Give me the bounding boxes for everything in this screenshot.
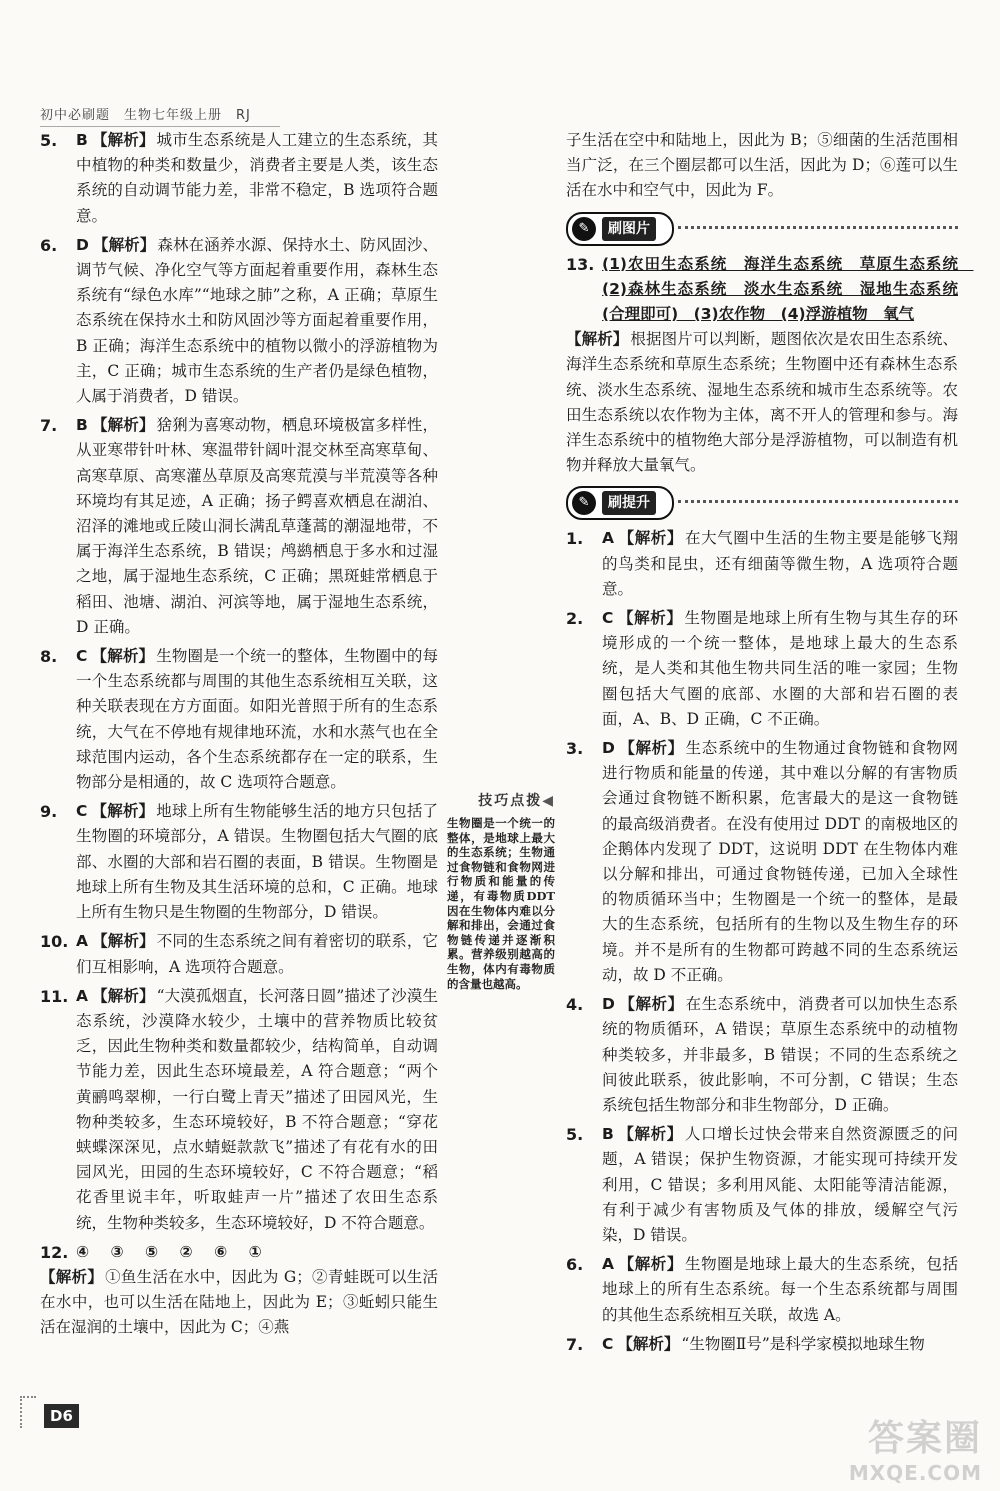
tip-body: 生物圈是一个统一的整体，是地球上最大的生态系统；生物通过食物链和食物网进行物质和能量的传递，有毒物质DDT因在生物体内难以分解和排出，会通过食物链传递并逐渐积累。营养级别越高的生物，体内有毒物质的含量也越高。 (447, 816, 555, 991)
answer-item-8 (40, 644, 438, 795)
answer-item-r7 (566, 1332, 958, 1357)
analysis-tag: 【解析】 (617, 1334, 680, 1353)
answer-item-10 (40, 929, 438, 979)
watermark-line-1: 答案圈 (867, 1418, 982, 1459)
item-number: 10. (40, 932, 69, 952)
analysis-tag: 【解析】 (618, 529, 683, 548)
section-banner-pictures (566, 212, 958, 244)
analysis-tag: 【解析】 (617, 1125, 683, 1144)
analysis-text: 生物圈是地球上最大的生态系统，包括地球上的所有生态系统。每一个生态系统都与周围的其他生态系统相互关联，故选 A。 (602, 1255, 958, 1324)
analysis-tag: 【解析】 (566, 330, 629, 349)
analysis-text: 城市生态系统是人工建立的生态系统，其中植物的种类和数量少，消费者主要是人类，该生态系统的自动调节能力差，非常不稳定，B 选项符合题意。 (76, 131, 438, 225)
item-answer-sequence: ④ ③ ⑤ ② ⑥ ① (76, 1242, 270, 1261)
item-number: 5. (566, 1125, 584, 1145)
item-number: 2. (566, 609, 584, 629)
item-number: 1. (566, 529, 584, 549)
analysis-text: 森林在涵养水源、保持水土、防风固沙、调节气候、净化空气等方面起着重要作用，森林生态系统有“绿色水库”“地球之肺”之称，A 正确；草原生态系统在保持水土和防风固沙等方面起着重要作用，B 正确；海洋生态系统中的植物以微小的浮游植物为主，C 正确；城市生态系统的生产者仍是绿色植物，人属于消费者，D 错误。 (76, 235, 438, 406)
brush-icon: ✎ (572, 491, 596, 515)
banner-badge (566, 212, 674, 246)
banner-badge (566, 486, 674, 520)
analysis-text: 不同的生态系统之间有着密切的联系，它们互相影响，A 选项符合题意。 (76, 932, 438, 976)
analysis-text: 人口增长过快会带来自然资源匮乏的问题，A 错误；保护生物资源，才能实现可持续开发利用，C 错误；多利用风能、太阳能等清洁能源，有利于减少有害物质及气体的排放，缓解空气污染，D 错误。 (602, 1125, 958, 1244)
tip-title-text: 技巧点拨 (478, 793, 543, 809)
analysis-text: 地球上所有生物能够生活的地方只包括了生物圈的环境部分，A 错误。生物圈包括大气圈的底部、水圈的大部和岩石圈的表面，B 错误。生物圈是地球上所有生物及其生活环境的总和，C 正确。地球上所有生物只是生物圈的生物部分，D 错误。 (76, 802, 438, 922)
analysis-tag: 【解析】 (617, 609, 683, 628)
tip-title (447, 790, 555, 810)
arrow-left-icon: ◀ (542, 793, 555, 809)
answer-item-12 (40, 1240, 438, 1341)
analysis-tag: 【解析】 (91, 416, 155, 435)
analysis-tag: 【解析】 (91, 802, 155, 821)
watermark-logo (782, 1410, 982, 1486)
analysis-tag: 【解析】 (618, 739, 684, 758)
item-number: 7. (40, 416, 58, 436)
answer-item-7 (40, 413, 438, 640)
item-answer: (1)农田生态系统 海洋生态系统 草原生态系统 (2)森林生态系统 淡水生态系统 湿地生态系统(合理即可) (3)农作物 (4)浮游植物 氧气 (602, 254, 974, 324)
analysis-tag: 【解析】 (91, 131, 155, 149)
answer-item-11 (40, 984, 438, 1236)
item-answer: C (602, 1334, 614, 1353)
item-answer: D (76, 235, 89, 254)
item-answer: A (602, 529, 614, 548)
answer-item-r1 (566, 526, 958, 602)
answer-item-r3 (566, 736, 958, 988)
answer-item-r4 (566, 992, 958, 1118)
watermark-line-2: MXQE.COM (848, 1461, 982, 1485)
answer-item-6 (40, 233, 438, 409)
item-answer: D (602, 739, 615, 758)
answer-item-5 (40, 128, 438, 229)
item-answer: A (602, 1255, 614, 1274)
item-number: 9. (40, 802, 58, 822)
continuation-text: 子生活在空中和陆地上，因此为 B；⑤细菌的生活范围相当广泛，在三个圈层都可以生活，因此为 D；⑥莲可以生活在水中和空气中，因此为 F。 (566, 131, 958, 200)
answer-item-r6 (566, 1252, 958, 1328)
page-footer (20, 1402, 90, 1432)
left-column (40, 128, 438, 1345)
right-column (566, 128, 974, 1361)
item-answer: A (76, 932, 88, 951)
answer-item-9 (40, 799, 438, 925)
answer-item-13 (566, 252, 974, 479)
item-number: 13. (566, 254, 595, 274)
banner-dotted-line (678, 226, 958, 229)
item-answer: C (76, 802, 88, 821)
analysis-text: 在生态系统中，消费者可以加快生态系统的物质循环，A 错误；草原生态系统中的动植物种类较多，并非最多，B 错误；不同的生态系统之间彼此联系，彼此影响，不可分割，C 错误；生态系统包括生物部分和非生物部分，D 正确。 (602, 995, 958, 1114)
analysis-text: “生物圈Ⅱ号”是科学家模拟地球生物 (681, 1334, 925, 1353)
item-answer: B (602, 1125, 614, 1144)
item-answer: A (76, 986, 88, 1005)
analysis-tag: 【解析】 (92, 932, 155, 951)
corner-bracket-decoration (20, 1396, 36, 1428)
item-number: 11. (40, 986, 69, 1006)
item-number: 12. (40, 1242, 69, 1262)
analysis-text: 生态系统中的生物通过食物链和食物网进行物质和能量的传递，其中难以分解的有害物质会通过食物链不断积累，危害最大的是这一食物链的最高级消费者。在没有使用过 DDT 的南极地区的企鹅体内发现了 DDT，这说明 DDT 在生物体内难以分解和排出，可通过食物链传递，已加入全球性的物质循环当中；生物圈是一个统一的整体，是最大的生态系统，包括所有的生物以及生物生存的环境。并不是所有的生物都可跨越不同的生态系统运动，故 D 不正确。 (602, 739, 958, 984)
item-answer: D (602, 995, 615, 1014)
analysis-text: 生物圈是地球上所有生物与其生存的环境形成的一个统一整体，是地球上最大的生态系统，是人类和其他生物共同生活的唯一家园；生物圈包括大气圈的底部、水圈的大部和岩石圈的表面，A、B、D 正确，C 不正确。 (602, 609, 958, 728)
item-number: 7. (566, 1334, 584, 1354)
analysis-text: 根据图片可以判断，题图依次是农田生态系统、海洋生态系统和草原生态系统；生物圈中还有森林生态系统、淡水生态系统、湿地生态系统和城市生态系统等。农田生态系统以农作物为主体，离不开人的管理和参与。海洋生态系统中的植物绝大部分是浮游植物，可以制造有机物并释放大量氧气。 (566, 330, 958, 475)
item-answer: C (602, 609, 614, 628)
tip-box (447, 790, 555, 991)
analysis-tag: 【解析】 (40, 1267, 104, 1286)
analysis-tag: 【解析】 (618, 1255, 683, 1274)
analysis-tag: 【解析】 (92, 235, 156, 254)
item-answer: B (76, 131, 88, 149)
section-banner-improve (566, 486, 958, 518)
banner-dotted-line (678, 500, 958, 503)
analysis-text: 在大气圈中生活的生物主要是能够飞翔的鸟类和昆虫，还有细菌等微生物，A 选项符合题意。 (602, 529, 958, 598)
analysis-text: 生物圈是一个统一的整体，生物圈中的每一个生态系统都与周围的其他生态系统相互关联，这种关联表现在方方面面。如阳光普照于所有的生态系统，大气在不停地有规律地环流，水和水蒸气也在全球范围内运动，各个生态系统都存在一定的联系，生物部分是相通的，故 C 选项符合题意。 (76, 647, 438, 792)
item-number: 6. (566, 1255, 584, 1275)
item-number: 6. (40, 235, 58, 255)
item-number: 3. (566, 739, 584, 759)
item-answer: C (76, 647, 88, 666)
header-rule (40, 126, 280, 127)
brush-icon: ✎ (572, 217, 596, 241)
item-number: 5. (40, 131, 58, 150)
item-number: 8. (40, 647, 58, 667)
banner-label: 刷提升 (602, 491, 656, 515)
page-number: D6 (44, 1404, 79, 1428)
answer-item-r5 (566, 1122, 958, 1248)
running-header (40, 104, 251, 123)
analysis-tag: 【解析】 (618, 995, 684, 1014)
answer-item-r2 (566, 606, 958, 732)
item-number: 4. (566, 995, 584, 1015)
banner-label: 刷图片 (602, 217, 656, 241)
item-answer: B (76, 416, 88, 435)
analysis-tag: 【解析】 (91, 647, 155, 666)
analysis-tag: 【解析】 (92, 986, 155, 1005)
analysis-text: “大漠孤烟直，长河落日圆”描述了沙漠生态系统，沙漠降水较少，土壤中的营养物质比较贫乏，因此生物种类和数量都较少，结构简单，自动调节能力差，因此生态环境最差，A 符合题意；“两个黄鹂鸣翠柳，一行白鹭上青天”描述了田园风光，生物种类较多，生态环境较好，B 不符合题意；“穿花蛱蝶深深见，点水蜻蜓款款飞”描述了有花有水的田园风光，田园的生态环境较好，C 不符合题意；“稻花香里说丰年，听取蛙声一片”描述了农田生态系统，生物种类较多，生态环境较好，D 不符合题意。 (76, 986, 438, 1232)
analysis-text: ①鱼生活在水中，因此为 G；②青蛙既可以生活在水中，也可以生活在陆地上，因此为 E；③蚯蚓只能生活在湿润的土壤中，因此为 C；④燕 (40, 1267, 438, 1337)
analysis-text: 猞猁为喜寒动物，栖息环境极富多样性，从亚寒带针叶林、寒温带针阔叶混交林至高寒草甸、高寒草原、高寒灌丛草原及高寒荒漠与半荒漠等各种环境均有其足迹，A 正确；扬子鳄喜欢栖息在湖泊、沼泽的滩地或丘陵山洞长满乱草蓬蒿的潮湿地带，不属于海洋生态系统，B 错误；鸬鹚栖息于多水和过湿之地，属于湿地生态系统，C 正确；黑斑蛙常栖息于稻田、池塘、湖泊、河滨等地，属于湿地生态系统，D 正确。 (76, 416, 438, 636)
header-text: 初中必刷题 生物七年级上册 RJ (40, 108, 251, 123)
